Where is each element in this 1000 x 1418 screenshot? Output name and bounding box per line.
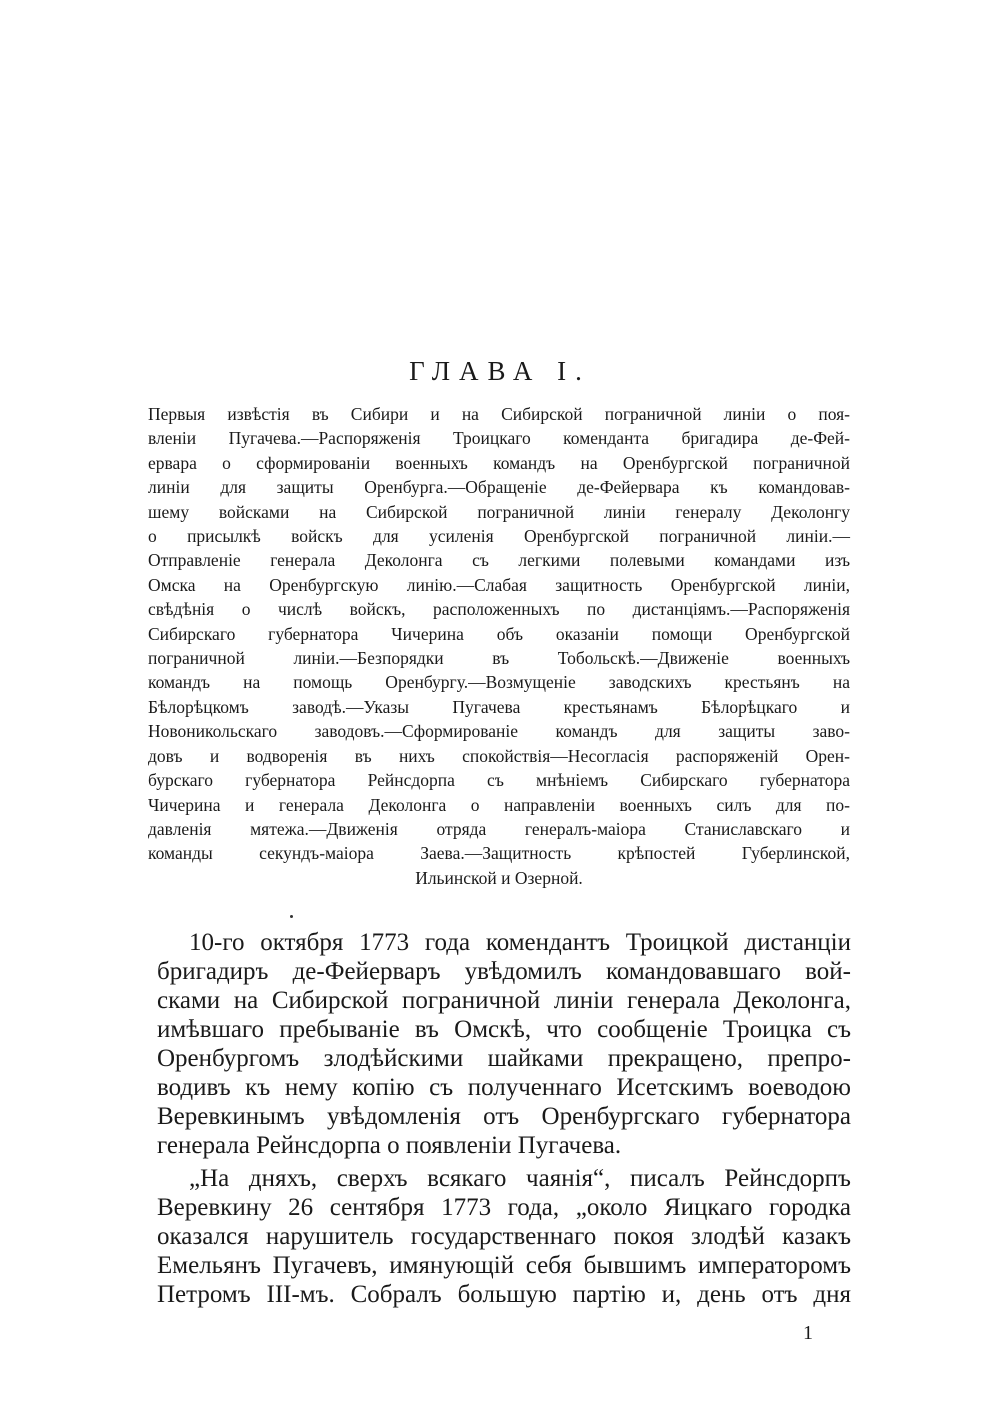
text-line: Бѣлорѣцкомъ заводѣ.—Указы Пугачева крестьянамъ Бѣлорѣцкаго и: [148, 696, 850, 717]
chapter-title: ГЛАВА I.: [409, 356, 591, 386]
text-line: Новоникольскаго заводовъ.—Сформированіе командъ для защиты заво-: [148, 721, 850, 742]
text-line: команды секундъ-маіора Заева.—Защитность крѣпостей Губерлинской,: [148, 843, 850, 864]
paragraph-1: [157, 928, 851, 1160]
text-line: генерала Рейнсдорпа о появленіи Пугачева.: [157, 1132, 622, 1159]
text-line: Первыя извѣстія въ Сибири и на Сибирской пограничной линіи о поя-: [148, 404, 850, 424]
text-line: оказался нарушитель государственнаго покоя злодѣй казакъ: [157, 1223, 851, 1250]
text-line: пограничной линіи.—Безпорядки въ Тобольскѣ.—Движеніе военныхъ: [148, 648, 850, 669]
text-line: Оренбургомъ злодѣйскими шайками прекращено, препро-: [157, 1045, 851, 1072]
text-line: 10-го октября 1773 года комендантъ Троицкой дистанціи: [189, 929, 851, 956]
text-line: довъ и водворенія въ нихъ спокойствія—Несогласія распоряженій Орен-: [148, 745, 850, 766]
text-line: о присылкѣ войскъ для усиленія Оренбургской пограничной линіи.—: [148, 526, 850, 547]
text-line: сками на Сибирской пограничной линіи генерала Деколонга,: [157, 987, 851, 1014]
text-line: „На дняхъ, сверхъ всякаго чаянія“, писалъ Рейнсдорпъ: [189, 1165, 851, 1192]
text-line: давленія мятежа.—Движенія отряда генералъ-маіора Станиславскаго и: [148, 818, 850, 839]
text-line: бригадиръ де-Фейерваръ увѣдомилъ командовавшаго вой-: [157, 958, 851, 985]
text-line: имѣвшаго пребываніе въ Омскѣ, что сообщеніе Троицка съ: [157, 1016, 851, 1043]
scan-speck: [290, 915, 293, 918]
text-line: командъ на помощь Оренбургу.—Возмущеніе заводскихъ крестьянъ на: [148, 672, 850, 693]
body-text: [157, 928, 851, 1309]
text-line: Ильинской и Озерной.: [415, 867, 583, 888]
text-line: ервара о сформированіи военныхъ командъ на Оренбургской пограничной: [148, 452, 850, 473]
text-line: Чичерина и генерала Деколонга о направленіи военныхъ силъ для по-: [148, 794, 850, 815]
page-number: 1: [803, 1322, 813, 1344]
text-line: Сибирскаго губернатора Чичерина объ оказаніи помощи Оренбургской: [148, 623, 850, 644]
text-line: водивъ къ нему копію съ полученнаго Исетскимъ воеводою: [157, 1074, 851, 1101]
text-line: Омска на Оренбургскую линію.—Слабая защитность Оренбургской линіи,: [148, 574, 850, 595]
text-line: свѣдѣнія о числѣ войскъ, расположенныхъ по дистанціямъ.—Распоряженія: [148, 599, 850, 620]
text-line: Петромъ III-мъ. Собралъ большую партію и, день отъ дня: [157, 1281, 851, 1308]
chapter-summary: [148, 402, 850, 890]
text-line: Веревкинымъ увѣдомленія отъ Оренбургскаго губернатора: [157, 1103, 851, 1130]
text-line: бурскаго губернатора Рейнсдорпа съ мнѣніемъ Сибирскаго губернатора: [148, 770, 850, 791]
text-line: Веревкину 26 сентября 1773 года, „около Яицкаго городка: [157, 1194, 851, 1221]
text-line: вленіи Пугачева.—Распоряженія Троицкаго коменданта бригадира де-Фей-: [148, 428, 850, 449]
text-line: линіи для защиты Оренбурга.—Обращеніе де-Фейервара къ командовав-: [148, 477, 850, 498]
paragraph-2: [157, 1164, 851, 1309]
text-line: Емельянъ Пугачевъ, имянующій себя бывшимъ императоромъ: [157, 1252, 851, 1279]
text-line: Отправленіе генерала Деколонга съ легкими полевыми командами изъ: [148, 550, 850, 571]
text-line: шему войсками на Сибирской пограничной линіи генералу Деколонгу: [148, 501, 850, 522]
